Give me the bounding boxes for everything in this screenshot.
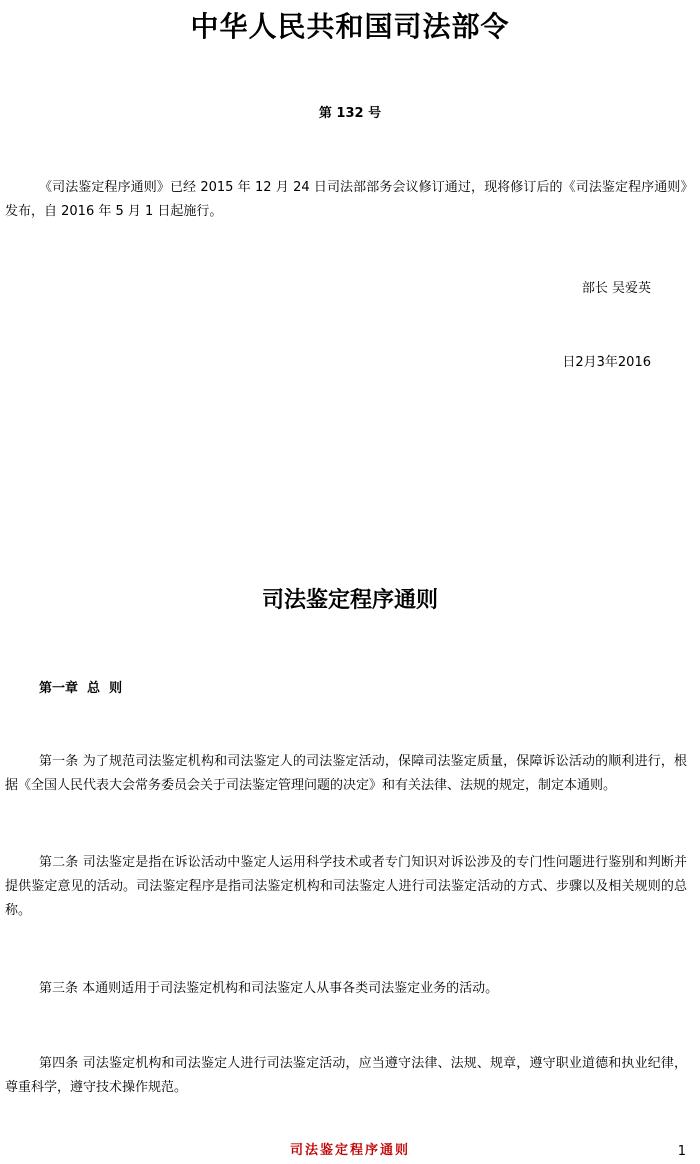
document-title: 司法鉴定程序通则 (261, 588, 438, 613)
footer-title: 司法鉴定程序通则 (289, 1143, 410, 1158)
decree-title: 中华人民共和国司法部令 (190, 10, 510, 43)
signatory: 部长 吴爱英 (581, 281, 651, 296)
chapter-heading: 第一章 总 则 (39, 681, 123, 696)
article-1: 第一条 为了规范司法鉴定机构和司法鉴定人的司法鉴定活动，保障司法鉴定质量，保障诉讼活动的顺利进行，根据《全国人民代表大会常务委员会关于司法鉴定管理问题的决定》和有关法律、法规的规定，制定本通则。 (5, 754, 687, 793)
announcement-paragraph: 《司法鉴定程序通则》已经 2015 年 12 月 24 日司法部部务会议修订通过，现将修订后的《司法鉴定程序通则》发布，自 2016 年 5 月 1 日起施行。 (5, 180, 687, 219)
page-number: 1 (677, 1144, 686, 1159)
article-4: 第四条 司法鉴定机构和司法鉴定人进行司法鉴定活动，应当遵守法律、法规、规章，遵守职业道德和执业纪律，尊重科学，遵守技术操作规范。 (5, 1056, 687, 1095)
publication-date: 日2月3年2016 (562, 355, 651, 370)
order-number: 第 132 号 (318, 106, 382, 121)
article-3: 第三条 本通则适用于司法鉴定机构和司法鉴定人从事各类司法鉴定业务的活动。 (39, 981, 499, 996)
article-2: 第二条 司法鉴定是指在诉讼活动中鉴定人运用科学技术或者专门知识对诉讼涉及的专门性问题进行鉴别和判断并提供鉴定意见的活动。司法鉴定程序是指司法鉴定机构和司法鉴定人进行司法鉴定活动的方式、步骤以及相关规则的总称。 (5, 855, 687, 918)
